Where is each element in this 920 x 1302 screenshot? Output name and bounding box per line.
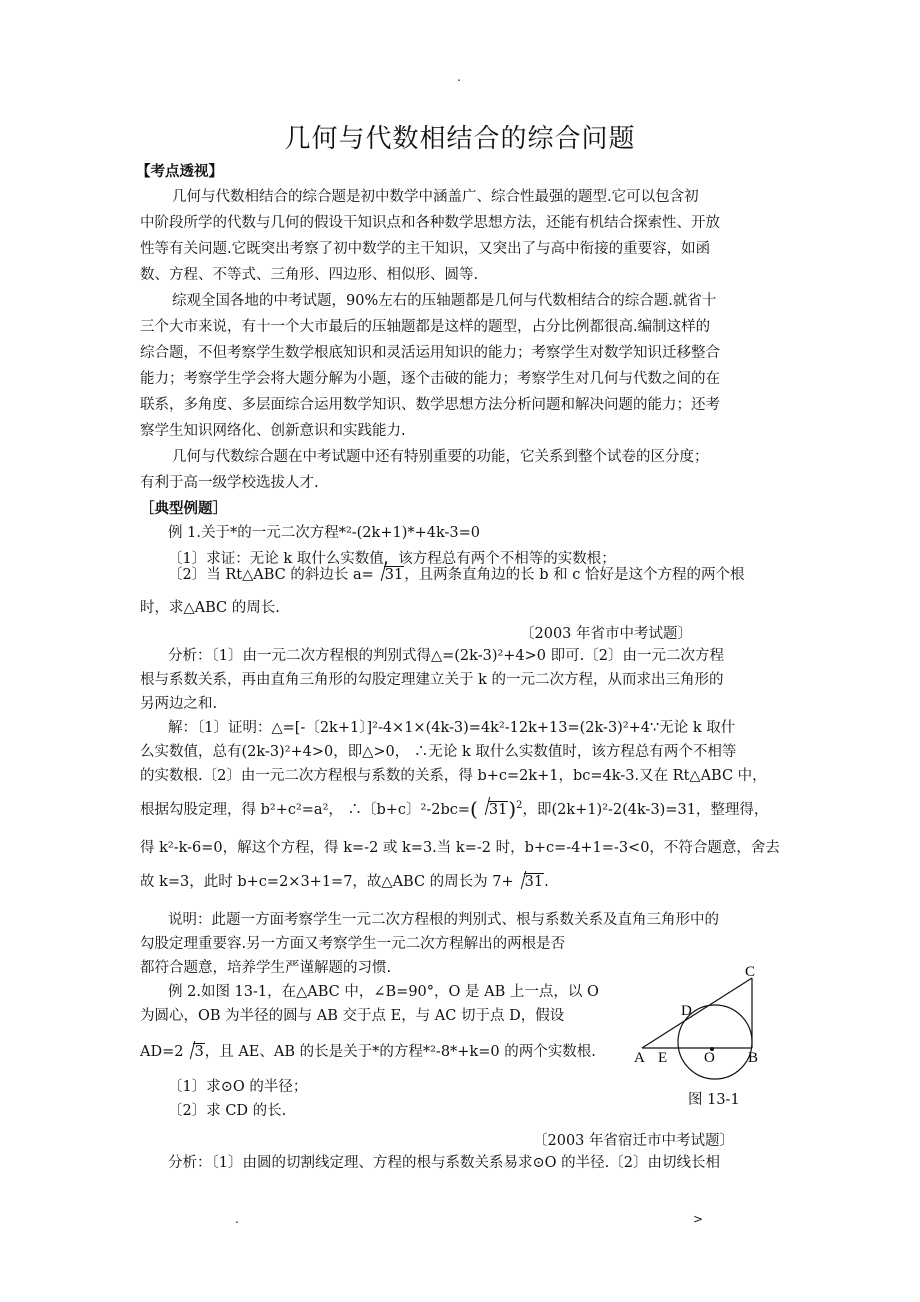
label-a: A xyxy=(634,1050,645,1066)
ex2-stem: AD=2 3，且 AE、AB 的长是关于*的方程*²-8*+k=0 的两个实数根. xyxy=(140,1044,596,1060)
ex1-question-2: 〔2〕当 Rt△ABC 的斜边长 a= 31，且两条直角边的长 b 和 c 恰好是这个方程的两个根 xyxy=(168,564,745,586)
ex2-source: 〔2003 年省宿迁市中考试题〕 xyxy=(533,1133,735,1149)
intro-line: 察学生知识网络化、创新意识和实践能力. xyxy=(140,423,406,439)
label-e: E xyxy=(658,1050,668,1066)
ex1-solution: 故 k=3，此时 b+c=2×3+1=7，故△ABC 的周长为 7+ 31. xyxy=(140,874,549,890)
label-o: O xyxy=(704,1050,715,1066)
footer-right: > xyxy=(693,1212,704,1226)
header-dot: . xyxy=(457,70,461,84)
ex1-solution: 根据勾股定理，得 b²+c²=a²， ∴〔b+c〕²-2bc=( 31)$^2$，即(2k+1)²-2(4k-3)=31，整理得， xyxy=(140,797,769,821)
intro-line: 综合题，不但考察学生数学根底知识和灵活运用知识的能力；考察学生对数学知识迁移整合 xyxy=(140,345,720,361)
page-title: 几何与代数相结合的综合问题 xyxy=(284,124,636,154)
ex2-analysis: 分析：〔1〕由圆的切割线定理、方程的根与系数关系易求⊙O 的半径.〔2〕由切线长相 xyxy=(168,1155,720,1171)
intro-line: 性等有关问题.它既突出考察了初中数学的主干知识，又突出了与高中衔接的重要容，如函 xyxy=(140,241,711,257)
ex2-question-1: 〔1〕求⊙O 的半径； xyxy=(168,1079,308,1095)
ex1-analysis: 另两边之和. xyxy=(140,696,218,712)
sqrt-31: 31 xyxy=(515,872,544,892)
ex1-note: 勾股定理重要容.另一方面又考察学生一元二次方程解出的两根是否 xyxy=(140,936,566,952)
ex1-solution: 的实数根.〔2〕由一元二次方程根与系数的关系，得 b+c=2k+1，bc=4k-3.又在 Rt△ABC 中， xyxy=(140,768,767,784)
section-dianxing: ［典型例题］ xyxy=(140,500,227,517)
sqrt-31: 31 xyxy=(479,798,508,822)
intro-line: 三个大市来说，有十一个大市最后的压轴题都是这样的题型，占分比例都很高.编制这样的 xyxy=(140,319,711,335)
label-b: B xyxy=(748,1050,759,1066)
ex1-note: 都符合题意，培养学生严谨解题的习惯. xyxy=(140,960,392,976)
ex1-solution: 得 k²-k-6=0，解这个方程，得 k=-2 或 k=3.当 k=-2 时，b+c=-4+1=-3<0，不符合题意，舍去 xyxy=(140,840,780,856)
ex1-source: 〔2003 年省市中考试题〕 xyxy=(520,626,693,642)
ex1-analysis: 分析：〔1〕由一元二次方程根的判别式得△=(2k-3)²+4>0 即可.〔2〕由一元二次方程 xyxy=(168,648,724,664)
intro-line: 几何与代数相结合的综合题是初中数学中涵盖广、综合性最强的题型.它可以包含初 xyxy=(172,189,699,205)
ex1-analysis: 根与系数关系，再由直角三角形的勾股定理建立关于 k 的一元二次方程，从而求出三角形的 xyxy=(140,672,724,688)
ex2-question-2: 〔2〕求 CD 的长. xyxy=(168,1103,287,1119)
intro-line: 能力；考察学生学会将大题分解为小题，逐个击破的能力；考察学生对几何与代数之间的在 xyxy=(140,371,720,387)
ex2-stem: 例 2.如图 13-1，在△ABC 中，∠B=90°，O 是 AB 上一点，以 O xyxy=(168,984,599,1000)
sqrt-31: 31 xyxy=(375,564,404,586)
ex1-stem: 例 1.关于*的一元二次方程*²-(2k+1)*+4k-3=0 xyxy=(168,525,481,541)
ex1-solution: 解：〔1〕证明：△=[-〔2k+1〕]²-4×1×(4k-3)=4k²-12k+13=(2k-3)²+4∵无论 k 取什 xyxy=(168,720,736,736)
intro-line: 中阶段所学的代数与几何的假设干知识点和各种数学思想方法，还能有机结合探索性、开放 xyxy=(140,215,720,231)
intro-line: 有利于高一级学校选拔人才. xyxy=(140,475,319,491)
label-c: C xyxy=(745,964,756,980)
ex1-question-1: 〔1〕求证：无论 k 取什么实数值，该方程总有两个不相等的实数根； xyxy=(168,551,616,567)
ex1-question-2-cont: 时，求△ABC 的周长. xyxy=(140,600,280,616)
intro-line: 几何与代数综合题在中考试题中还有特别重要的功能，它关系到整个试卷的区分度； xyxy=(172,449,709,465)
segment-ac xyxy=(642,978,752,1048)
intro-line: 综观全国各地的中考试题，90%左右的压轴题都是几何与代数相结合的综合题.就省十 xyxy=(172,293,717,309)
sqrt-3: 3 xyxy=(184,1042,204,1062)
intro-line: 联系，多角度、多层面综合运用数学知识、数学思想方法分析问题和解决问题的能力；还考 xyxy=(140,397,720,413)
ex1-note: 说明：此题一方面考察学生一元二次方程根的判别式、根与系数关系及直角三角形中的 xyxy=(168,912,719,928)
figure-13-1 xyxy=(630,962,780,1082)
label-d: D xyxy=(681,1003,692,1019)
ex1-solution: 么实数值，总有(2k-3)²+4>0，即△>0， ∴无论 k 取什么实数值时，该方程总有两个不相等 xyxy=(140,744,737,760)
intro-line: 数、方程、不等式、三角形、四边形、相似形、圆等. xyxy=(140,267,479,283)
figure-caption: 图 13-1 xyxy=(688,1092,740,1108)
section-kaodian: 【考点透视】 xyxy=(136,163,223,180)
footer-left: . xyxy=(235,1212,239,1226)
ex2-stem: 为圆心，OB 为半径的圆与 AB 交于点 E，与 AC 切于点 D，假设 xyxy=(140,1008,565,1024)
